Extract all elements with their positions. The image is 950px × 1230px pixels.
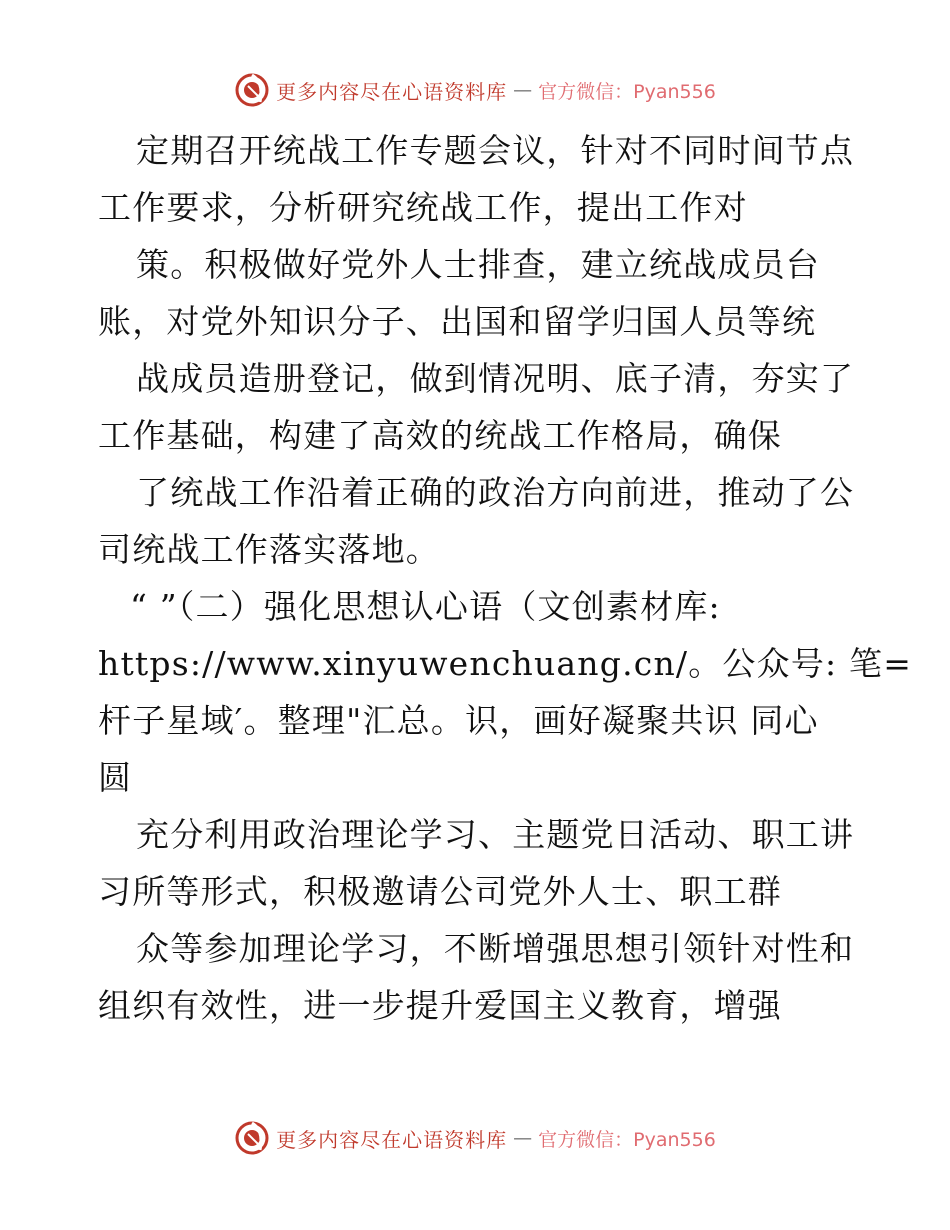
body-line-16: 组织有效性，进一步提升爱国主义教育，增强 xyxy=(98,986,782,1025)
body-line-3: 策。积极做好党外人士排查，建立统战成员台 xyxy=(136,245,820,284)
body-line-11: 杆子星域′。整理"汇总。识，画好凝聚共识 同心 xyxy=(98,701,819,740)
footer-wechat-text: 官方微信：Pyan556 xyxy=(538,1128,716,1151)
body-line-12: 圆 xyxy=(98,758,133,797)
body-line-6: 工作基础，构建了高效的统战工作格局，确保 xyxy=(98,416,782,455)
body-line-5: 战成员造册登记，做到情况明、底子清，夯实了 xyxy=(136,359,855,398)
body-line-14: 习所等形式，积极邀请公司党外人士、职工群 xyxy=(98,872,782,911)
footer-brand-text: 更多内容尽在心语资料库 xyxy=(276,1127,508,1152)
body-line-1: 定期召开统战工作专题会议，针对不同时间节点 xyxy=(136,131,855,170)
body-line-2: 工作要求，分析研究统战工作，提出工作对 xyxy=(98,188,748,227)
document-body xyxy=(98,122,913,1034)
brand-logo-icon xyxy=(234,72,270,108)
body-line-7: 了统战工作沿着正确的政治方向前进，推动了公 xyxy=(136,473,855,512)
body-line-9: “ ”（二）强化思想认心语（文创素材库: xyxy=(130,587,721,626)
footer-watermark xyxy=(0,1118,950,1158)
header-separator: — xyxy=(513,79,533,101)
body-line-15: 众等参加理论学习，不断增强思想引领针对性和 xyxy=(136,929,855,968)
header-wechat-text: 官方微信：Pyan556 xyxy=(538,80,716,103)
header-brand-text: 更多内容尽在心语资料库 xyxy=(276,79,508,104)
body-line-10: https://www.xinyuwenchuang.cn/。公众号: 笔= xyxy=(98,644,913,683)
body-line-13: 充分利用政治理论学习、主题党日活动、职工讲 xyxy=(136,815,855,854)
body-line-8: 司统战工作落实落地。 xyxy=(98,530,440,569)
brand-logo-icon xyxy=(234,1120,270,1156)
header-watermark xyxy=(0,70,950,110)
footer-separator: — xyxy=(513,1127,533,1149)
body-line-4: 账，对党外知识分子、出国和留学归国人员等统 xyxy=(98,302,817,341)
